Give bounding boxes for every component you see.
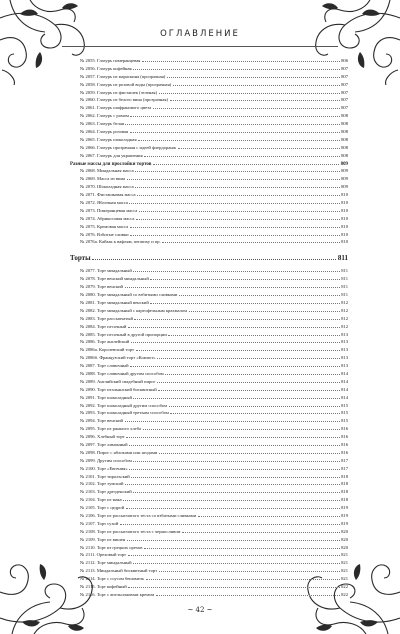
toc-entry-page: 819 — [341, 505, 348, 511]
dot-leader — [136, 215, 340, 220]
toc-entry[interactable] — [70, 433, 348, 441]
dot-leader — [133, 559, 339, 564]
toc-entry[interactable] — [70, 175, 348, 183]
toc-entry[interactable] — [70, 409, 348, 417]
dot-leader — [158, 386, 339, 391]
toc-entry[interactable] — [70, 96, 348, 104]
dot-leader — [125, 480, 340, 485]
dot-leader — [142, 57, 340, 62]
toc-entry[interactable] — [70, 370, 348, 378]
toc-entry-page: 810 — [341, 207, 348, 213]
toc-entry-page: 811 — [341, 284, 348, 290]
dot-leader — [159, 567, 340, 572]
toc-entry[interactable] — [70, 128, 348, 136]
toc-entry-page: 818 — [341, 497, 348, 503]
toc-entry-page: 810 — [341, 200, 348, 206]
toc-entry-page: 816 — [341, 441, 348, 447]
toc-entry-title: № 2071. Фисташковая масса — [80, 192, 136, 198]
toc-entry-page: 821 — [341, 560, 348, 566]
dot-leader — [162, 238, 339, 243]
toc-entry-title: № 2056. Глазурь кофейная — [80, 65, 132, 71]
dot-leader — [156, 591, 340, 596]
dot-leader — [153, 160, 339, 165]
toc-entry[interactable] — [70, 504, 348, 512]
toc-entry-page: 816 — [341, 449, 348, 455]
toc-entry-title: № 2087. Торт сливочный — [80, 363, 129, 369]
toc-entry-title: № 2068. Миндальная масса — [80, 168, 134, 174]
dot-leader — [144, 544, 340, 549]
toc-entry-page: 810 — [341, 215, 348, 221]
toc-entry[interactable] — [70, 512, 348, 520]
toc-entry-title: № 2090. Торт итальянский бисквитный — [80, 386, 157, 392]
dot-leader — [179, 291, 340, 296]
dot-leader — [165, 370, 339, 375]
toc-entry[interactable] — [70, 338, 348, 346]
toc-chapter[interactable] — [70, 251, 348, 265]
dot-leader — [159, 449, 340, 454]
toc-entry-title: № 2059. Глазурь из фисташек (зеленая) — [80, 89, 158, 95]
toc-entry-page: 817 — [341, 465, 348, 471]
dot-leader — [120, 520, 340, 525]
toc-entry-page: 813 — [341, 363, 348, 369]
toc-entry-title: № 2066. Глазурь прозрачная с идеей флердоранж — [80, 144, 176, 150]
toc-entry[interactable] — [70, 199, 348, 207]
toc-entry-page: 820 — [341, 544, 348, 550]
dot-leader — [153, 104, 340, 109]
dot-leader — [150, 275, 339, 280]
toc-entry-title: № 2088. Торт сливочный другим способом — [80, 370, 164, 376]
toc-entry-title: № 2108. Торт из рассыпчатого теста с черносливом — [80, 528, 181, 534]
toc-entry-title: № 2073. Померанцевая масса — [80, 207, 138, 213]
dot-leader — [135, 167, 339, 172]
toc-entry-page: 822 — [341, 584, 348, 589]
toc-entry[interactable] — [70, 215, 348, 223]
toc-entry[interactable] — [70, 167, 348, 175]
toc-entry[interactable] — [70, 112, 348, 120]
toc-entry-page: 807 — [341, 81, 348, 87]
dot-leader — [138, 136, 340, 141]
toc-entry[interactable] — [70, 465, 348, 473]
toc-entry-title: № 2060. Глазурь из белого вина (прозрачная) — [80, 97, 169, 103]
toc-entry[interactable] — [70, 152, 348, 160]
dot-leader — [125, 120, 339, 125]
toc-entry-title: № 2093. Торт шоколадный третьим способом — [80, 410, 169, 416]
dot-leader — [182, 528, 340, 533]
toc-entry-page: 812 — [341, 307, 348, 313]
toc-entry-title: № 2062. Глазурь с ромом — [80, 113, 129, 119]
toc-entry-title: № 2092. Торт шоколадный другим способом — [80, 402, 168, 408]
dot-leader — [133, 394, 339, 399]
toc-entry[interactable] — [70, 457, 348, 465]
dot-leader — [135, 183, 339, 188]
toc-entry[interactable] — [70, 65, 348, 73]
toc-entry-page: 810 — [341, 192, 348, 198]
toc-entry-page: 809 — [341, 168, 348, 174]
dot-leader — [170, 96, 340, 101]
toc-entry-title: № 2065. Глазурь шоколадная — [80, 136, 137, 142]
toc-entry-page: 815 — [341, 410, 348, 416]
toc-entry-title: № 2096. Хлебный торт — [80, 434, 125, 440]
toc-entry[interactable] — [70, 238, 348, 246]
toc-entry[interactable] — [70, 394, 348, 402]
header-divider — [62, 46, 338, 47]
toc-entry[interactable] — [70, 575, 348, 583]
toc-entry-page: 820 — [341, 528, 348, 534]
dot-leader — [123, 496, 339, 501]
toc-entry-title: № 2105. Торт с цедрой — [80, 505, 125, 511]
toc-entry-title: № 2077. Торт миндальный — [80, 268, 132, 274]
toc-entry-title: Разные массы для прослойки тортов — [70, 161, 152, 167]
toc-entry-title: № 2097. Торт лимонный — [80, 441, 128, 447]
dot-leader — [130, 112, 339, 117]
toc-entry-title: № 2058. Глазурь из розовой воды (прозрачная) — [80, 81, 172, 87]
toc-entry-page: 813 — [341, 347, 348, 353]
toc-entry[interactable] — [70, 567, 348, 575]
toc-entry-title: № 2100. Торт «Евгения» — [80, 465, 128, 471]
dot-leader — [169, 402, 340, 407]
toc-entry[interactable] — [70, 480, 348, 488]
dot-leader — [92, 252, 336, 260]
dot-leader — [146, 575, 340, 580]
toc-entry-page: 814 — [341, 370, 348, 376]
toc-entry-title: № 2083. Торт рассыпчатый — [80, 315, 133, 321]
toc-entry[interactable] — [70, 231, 348, 239]
toc-entry-page: 808 — [341, 136, 348, 142]
toc-entry-page: 822 — [341, 591, 348, 597]
toc-entry-page: 818 — [341, 481, 348, 487]
toc-entry-title: № 2082. Торт миндальный с картофельным крахмалом — [80, 307, 188, 313]
toc-entry[interactable] — [70, 362, 348, 370]
toc-entry-page: 810 — [341, 223, 348, 229]
dot-leader — [126, 433, 339, 438]
dot-leader — [130, 128, 340, 133]
toc-entry-page: 821 — [341, 568, 348, 574]
toc-entry-title: № 2076. Взбитые сливки — [80, 231, 129, 237]
toc-entry[interactable] — [70, 528, 348, 536]
page-number: ~ 42 ~ — [187, 606, 213, 614]
toc-entry[interactable] — [70, 417, 348, 425]
dot-leader — [189, 307, 340, 312]
toc-entry[interactable] — [70, 496, 348, 504]
toc-entry-title: № 2095. Торт из ржаного хлеба — [80, 426, 142, 432]
toc-entry-page: 812 — [341, 299, 348, 305]
toc-entry[interactable] — [70, 136, 348, 144]
dot-leader — [125, 283, 340, 288]
toc-entry-title: № 2080. Торт миндальный со взбитыми сливками — [80, 292, 178, 298]
toc-entry[interactable] — [70, 267, 348, 275]
toc-entry-title: № 2116. Торт с апельсиновым кремом — [80, 591, 155, 597]
dot-leader — [133, 488, 339, 493]
toc-entry-page: 809 — [340, 161, 348, 167]
toc-entry[interactable] — [70, 299, 348, 307]
toc-entry-page: 810 — [341, 239, 348, 245]
page-header-title: ОГЛАВЛЕНИЕ — [160, 29, 240, 39]
toc-entry[interactable] — [70, 378, 348, 386]
toc-entry-title: Торты — [70, 254, 91, 263]
toc-entry-title: № 2114. Торт с соусом бешамель — [80, 576, 145, 582]
toc-entry[interactable] — [70, 591, 348, 599]
toc-entry-title: № 2110. Торт из грецких орехов — [80, 544, 143, 550]
toc-entry-title: № 2079. Торт венский — [80, 284, 123, 290]
toc-entry-page: 814 — [341, 394, 348, 400]
dot-leader — [128, 551, 340, 556]
dot-leader — [126, 504, 340, 509]
toc-entry-title: № 2076а. Кайзак к вафлям, пеппиху и пр. — [80, 239, 161, 245]
toc-entry[interactable] — [70, 104, 348, 112]
toc-entry-page: 819 — [341, 520, 348, 526]
toc-entry-page: 811 — [337, 254, 348, 263]
dot-leader — [198, 512, 340, 517]
toc-entry[interactable] — [70, 207, 348, 215]
toc-entry-page: 811 — [341, 276, 348, 282]
toc-entry-page: 807 — [341, 105, 348, 111]
toc-entry-title: № 2107. Торт сухой — [80, 520, 119, 526]
toc-entry[interactable] — [70, 520, 348, 528]
toc-entry[interactable] — [70, 536, 348, 544]
toc-entry[interactable] — [70, 551, 348, 559]
toc-entry-page: 817 — [341, 457, 348, 463]
toc-entry[interactable] — [70, 544, 348, 552]
toc-entry[interactable] — [70, 223, 348, 231]
toc-entry-title: № 2113. Миндальный бисквитный торт — [80, 568, 158, 574]
toc-entry[interactable] — [70, 144, 348, 152]
toc-entry[interactable] — [70, 275, 348, 283]
toc-entry-page: 813 — [341, 331, 348, 337]
dot-leader — [178, 144, 340, 149]
toc-entry-title: № 2063. Глазурь белая — [80, 121, 124, 127]
dot-leader — [127, 175, 340, 180]
dot-leader — [133, 65, 340, 70]
toc-entry-title: № 2061. Глазурь шафранового цвета — [80, 105, 152, 111]
toc-entry-title: № 2086а. Королевский торт — [80, 347, 135, 353]
toc-entry-page: 809 — [341, 176, 348, 182]
toc-entry-title: № 2111. Ореховый торт — [80, 552, 127, 558]
toc-entry-title: № 2081. Торт миндальный венский — [80, 299, 149, 305]
toc-entry-title: № 2074. Абрикосовая масса — [80, 215, 135, 221]
toc-entry-page: 811 — [341, 268, 348, 274]
toc-entry[interactable] — [70, 57, 348, 65]
toc-entry[interactable] — [70, 425, 348, 433]
toc-entry-title: № 2072. Яблочная масса — [80, 200, 128, 206]
toc-entry-title: № 2057. Глазурь из мараскина (прозрачная) — [80, 73, 166, 79]
toc-entry-page: 816 — [341, 426, 348, 432]
dot-leader — [133, 457, 339, 462]
toc-entry-page: 821 — [341, 576, 348, 582]
dot-leader — [127, 536, 340, 541]
dot-leader — [144, 152, 340, 157]
toc-entry[interactable] — [70, 473, 348, 481]
toc-entry-page: 814 — [341, 386, 348, 392]
toc-entry[interactable] — [70, 559, 348, 567]
toc-entry-page: 816 — [341, 434, 348, 440]
toc-entry-title: № 2098. Пирог с яблоками или ягодами — [80, 449, 158, 455]
toc-entry-page: 806 — [341, 58, 348, 63]
toc-entry-page: 807 — [341, 97, 348, 103]
toc-entry-page: 818 — [341, 473, 348, 479]
dot-leader — [139, 207, 340, 212]
toc-entry-title: № 2091. Торт шоколадный — [80, 394, 132, 400]
toc-entry[interactable] — [70, 331, 348, 339]
toc-entry-page: 813 — [341, 339, 348, 345]
toc-entry-page: 807 — [341, 73, 348, 79]
toc-entry[interactable] — [70, 386, 348, 394]
dot-leader — [125, 417, 340, 422]
dot-leader — [159, 89, 340, 94]
dot-leader — [130, 223, 340, 228]
dot-leader — [170, 409, 339, 414]
toc-entry[interactable] — [70, 307, 348, 315]
toc-entry-title: № 2075. Кремовая масса — [80, 223, 129, 229]
toc-entry-page: 809 — [341, 184, 348, 190]
toc-entry[interactable] — [70, 283, 348, 291]
toc-entry-title: № 2067. Глазурь для украшения — [80, 152, 143, 158]
toc-entry-page: 815 — [341, 418, 348, 424]
dot-leader — [168, 331, 339, 336]
toc-entry[interactable] — [70, 191, 348, 199]
toc-entry-title: № 2109. Торт из вишен — [80, 536, 126, 542]
toc-entry-title: № 2070. Шоколадная масса — [80, 184, 134, 190]
toc-entry[interactable] — [70, 449, 348, 457]
dot-leader — [131, 473, 339, 478]
dot-leader — [130, 362, 340, 367]
toc-section[interactable] — [70, 160, 348, 168]
toc-entry-title: № 2085. Торт песочный в другой пропорции — [80, 331, 167, 337]
toc-entry-page: 808 — [341, 121, 348, 127]
toc-entry[interactable] — [70, 583, 348, 591]
toc-entry-page: 810 — [341, 231, 348, 237]
toc-entry-page: 808 — [341, 152, 348, 158]
dot-leader — [130, 231, 339, 236]
toc-entry[interactable] — [70, 183, 348, 191]
toc-entry-title: № 2064. Глазурь розовая — [80, 129, 129, 135]
dot-leader — [128, 323, 340, 328]
dot-leader — [157, 354, 340, 359]
dot-leader — [173, 81, 340, 86]
toc-entry[interactable] — [70, 441, 348, 449]
toc-entry-title: № 2104. Торт из мака — [80, 497, 122, 503]
toc-entry-page: 813 — [341, 355, 348, 361]
toc-entry-title: № 2086б. Французский торт «Компот» — [80, 355, 156, 361]
toc-entry-page: 812 — [341, 323, 348, 329]
dot-leader — [143, 425, 340, 430]
toc-entry-page: 819 — [341, 512, 348, 518]
toc-entry-page: 807 — [341, 65, 348, 71]
toc-entry-title: № 2106. Торт из рассыпчатого теста со взбитыми сливками — [80, 512, 197, 518]
toc-entry-title: № 2102. Торт тумский — [80, 481, 124, 487]
dot-leader — [157, 378, 340, 383]
dot-leader — [131, 338, 340, 343]
dot-leader — [134, 315, 339, 320]
toc-entry-title: № 2112. Торт миндальный — [80, 560, 132, 566]
toc-entry[interactable] — [70, 488, 348, 496]
dot-leader — [136, 346, 340, 351]
toc-entry-title: № 2089. Английский свадебный пирог — [80, 378, 156, 384]
toc-entry-title: № 2078. Торт венский миндальный — [80, 276, 149, 282]
toc-entry-page: 808 — [341, 144, 348, 150]
dot-leader — [129, 199, 339, 204]
toc-entry-title: № 2084. Торт песочный — [80, 323, 127, 329]
toc-entry[interactable] — [70, 354, 348, 362]
toc-entry-page: 821 — [341, 552, 348, 558]
dot-leader — [167, 73, 340, 78]
toc-entry-page: 811 — [341, 292, 348, 298]
toc-entry[interactable] — [70, 346, 348, 354]
toc-entry-title: № 2103. Торт дрезденский — [80, 489, 132, 495]
table-of-contents — [70, 57, 348, 599]
toc-entry[interactable] — [70, 120, 348, 128]
toc-entry-title: № 2115. Торт кофейный — [80, 584, 127, 589]
toc-entry[interactable] — [70, 402, 348, 410]
toc-entry[interactable] — [70, 81, 348, 89]
toc-entry-title: № 2101. Торт тирольский — [80, 473, 130, 479]
toc-entry-title: № 2086. Торт англейский — [80, 339, 130, 345]
toc-entry[interactable] — [70, 315, 348, 323]
toc-entry-title: № 2069. Масса из вина — [80, 176, 126, 182]
toc-entry[interactable] — [70, 291, 348, 299]
toc-entry[interactable] — [70, 323, 348, 331]
toc-entry[interactable] — [70, 73, 348, 81]
toc-entry-page: 808 — [341, 129, 348, 135]
dot-leader — [133, 267, 339, 272]
toc-entry-title: № 2055. Глазурь померанцевая — [80, 58, 141, 63]
toc-entry-page: 814 — [341, 378, 348, 384]
dot-leader — [137, 191, 340, 196]
toc-entry-page: 812 — [341, 315, 348, 321]
toc-entry-page: 807 — [341, 89, 348, 95]
toc-entry-page: 818 — [341, 489, 348, 495]
dot-leader — [129, 441, 340, 446]
dot-leader — [128, 583, 339, 588]
dot-leader — [129, 465, 339, 470]
toc-entry-page: 808 — [341, 113, 348, 119]
toc-entry[interactable] — [70, 89, 348, 97]
toc-entry-title: № 2094. Торт венский — [80, 418, 123, 424]
dot-leader — [150, 299, 339, 304]
toc-entry-page: 815 — [341, 402, 348, 408]
toc-entry-title: № 2099. Другим способом — [80, 457, 132, 463]
toc-entry-page: 820 — [341, 536, 348, 542]
